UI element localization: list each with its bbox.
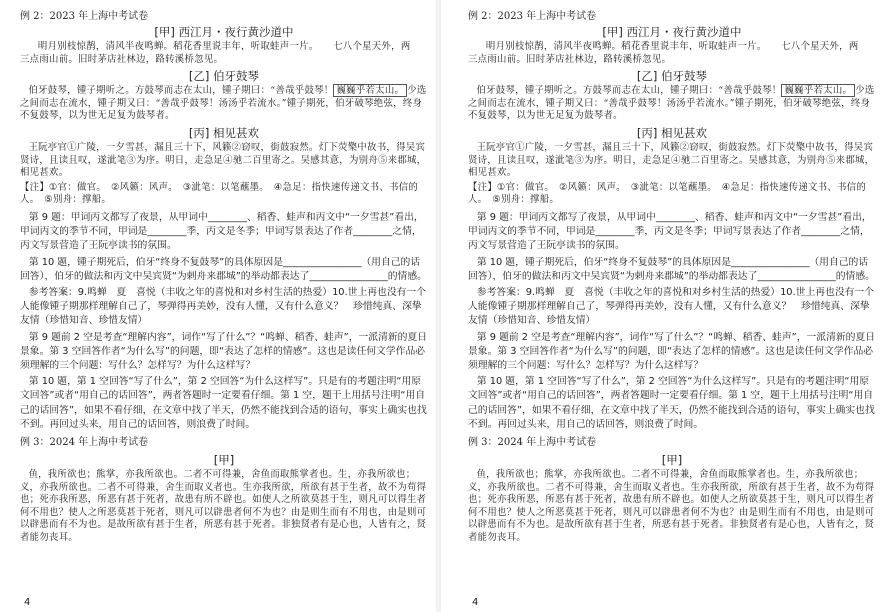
jia2-title: [甲] bbox=[661, 452, 683, 467]
yi-text-post: 少选之间而志在流水，锺子期又曰：“善哉乎鼓琴！汤汤乎若流水。”锺子期死，伯牙破琴绝弦，终身不复鼓琴，以为世无足复为鼓琴者。 bbox=[468, 85, 875, 122]
jia-poem-line2: 三点雨山前。旧时茅店社林边，路转溪桥忽见。 bbox=[20, 53, 224, 65]
analysis-q9: 第 9 题前 2 空是考查“理解内容”，词作“写了什么”？“鸣蝉、稻香、蛙声”，一派清新的夏日景象。第 3 空回答作者“为什么写”的问题，即“表达了怎样的情感”。这也是读任何文学作品必须理解的三个问题：写什么？怎样写？为什么这样写？ bbox=[468, 331, 876, 371]
yi-text bbox=[468, 85, 876, 123]
analysis-q9: 第 9 题前 2 空是考查“理解内容”，词作“写了什么”？“鸣蝉、稻香、蛙声”，一派清新的夏日景象。第 3 空回答作者“为什么写”的问题，即“表达了怎样的情感”。这也是读任何文学作品必须理解的三个问题：写什么？怎样写？为什么这样写？ bbox=[20, 331, 428, 371]
jia2-text: 鱼，我所欲也；熊掌，亦我所欲也。二者不可得兼，舍鱼而取熊掌者也。生，亦我所欲也；义，亦我所欲也。二者不可得兼，舍生而取义者也。生亦我所欲，所欲有甚于生者，故不为苟得也；死亦我所恶，所恶有甚于死者，故患有所不辟也。如使人之所欲莫甚于生，则凡可以得生者何不用也？使人之所恶莫甚于死者，则凡可以辟患者何不为也？由是则生而有不用也，由是则可以辟患而有不为也。是故所欲有甚于生者，所恶有甚于死者。非独贤者有是心也，人皆有之，贤者能勿丧耳。 bbox=[20, 468, 427, 543]
jia-poem-line1b-text: 七八个星天外，两 bbox=[333, 41, 411, 52]
yi-text-boxed: 巍巍乎若太山。 bbox=[781, 84, 855, 97]
jia-poem-title: [甲] 西江月・夜行黄沙道中 bbox=[154, 25, 294, 39]
analysis-q10: 第 10 题，第 1 空回答“写了什么”，第 2 空回答“为什么这样写”。只是有的考题注明“用原文回答”或者“用自己的话回答”，两者答题时一定要看仔细。第 1 空，题干上用括号注明“用自己的话回答”，如果不看仔细，在文章中找了半天，仍然不能找到合适的语句，事实上确实也找不到。再回过头来，用自己的话回答，则浪费了时间。 bbox=[468, 376, 875, 430]
bing-title: [丙] 相见甚欢 bbox=[636, 125, 708, 140]
jia-poem-line1-text: 明月别枝惊鹊，清风半夜鸣蝉。稻花香里说丰年，听取蛙声一片。 bbox=[37, 41, 314, 52]
jia-poem-line1 bbox=[468, 41, 876, 54]
jia-poem-line1b-text: 七八个星天外，两 bbox=[781, 41, 859, 52]
yi-text-pre: 伯牙鼓琴，锺子期听之。方鼓琴而志在太山，锺子期曰：“善哉乎鼓琴！ bbox=[476, 85, 782, 97]
yi-text-boxed: 巍巍乎若太山。 bbox=[333, 84, 407, 97]
page-number: 4 bbox=[472, 597, 479, 608]
example2-label: 例 2：2023 年上海中考试卷 bbox=[20, 11, 149, 22]
answer-text: 参考答案：9.鸣蝉 夏 喜悦（丰收之年的喜悦和对乡村生活的热爱）10.世上再也没有一个人能像锺子期那样理解自己了，琴弹得再美妙，没有人懂，又有什么意义？ 珍惜纯真、深挚友情（珍惜知音、珍惜友情） bbox=[468, 286, 875, 327]
example3-label: 例 3：2024 年上海中考试卷 bbox=[468, 436, 597, 448]
yi-title: [乙] 伯牙鼓琴 bbox=[188, 69, 260, 84]
question-9: 第 9 题：甲词丙文都写了夜景，从甲词中________、稻香、蛙声和丙文中“一夕雪甚”看出，甲词丙文的季节不同，甲词是________季，丙文是冬季；甲词写景表达了作者________之情，丙文写景营造了王阮亭读书的氛围。 bbox=[20, 211, 424, 252]
notes: 【注】①官：做官。 ②风籁：风声。 ③泚笔：以笔蘸墨。 ④急足：指快速传递文书、书信的人。 ⑤别舟：撑船。 bbox=[468, 181, 867, 206]
question-10: 第 10 题，锺子期死后，伯牙“终身不复鼓琴”的具体原因是________________（用自己的话回答），伯牙的做法和丙文中吴宾贤“为剌舟来郡城”的举动都表达了________________的情感。 bbox=[468, 256, 875, 282]
jia-poem-line2: 三点雨山前。旧时茅店社林边，路转溪桥忽见。 bbox=[468, 53, 672, 65]
yi-text-pre: 伯牙鼓琴，锺子期听之。方鼓琴而志在太山，锺子期曰：“善哉乎鼓琴！ bbox=[28, 85, 334, 97]
left-page bbox=[0, 0, 436, 612]
answer-text: 参考答案：9.鸣蝉 夏 喜悦（丰收之年的喜悦和对乡村生活的热爱）10.世上再也没有一个人能像锺子期那样理解自己了，琴弹得再美妙，没有人懂，又有什么意义？ 珍惜纯真、深挚友情（珍惜知音、珍惜友情） bbox=[20, 286, 427, 327]
example3-label: 例 3：2024 年上海中考试卷 bbox=[20, 436, 149, 448]
right-page bbox=[448, 0, 882, 612]
question-10: 第 10 题，锺子期死后，伯牙“终身不复鼓琴”的具体原因是________________（用自己的话回答），伯牙的做法和丙文中吴宾贤“为剌舟来郡城”的举动都表达了________________的情感。 bbox=[20, 256, 427, 282]
jia2-title: [甲] bbox=[213, 452, 235, 467]
jia-poem-line1 bbox=[20, 41, 428, 54]
bing-text: 王阮亭官①广陵，一夕雪甚，漏且三十下，风籁②窃叹，街鼓寂然。灯下荧檠中故书，得吴宾贤诗，且读且叹，遂泚笔③为序。明日，走急足④驰二百里寄之。吴感其意，为别舟⑤来郡城，相见甚欢。 bbox=[468, 141, 875, 179]
yi-text-post: 少选之间而志在流水，锺子期又曰：“善哉乎鼓琴！汤汤乎若流水。”锺子期死，伯牙破琴绝弦，终身不复鼓琴，以为世无足复为鼓琴者。 bbox=[20, 85, 427, 122]
analysis-q10: 第 10 题，第 1 空回答“写了什么”，第 2 空回答“为什么这样写”。只是有的考题注明“用原文回答”或者“用自己的话回答”，两者答题时一定要看仔细。第 1 空，题干上用括号注明“用自己的话回答”，如果不看仔细，在文章中找了半天，仍然不能找到合适的语句，事实上确实也找不到。再回过头来，用自己的话回答，则浪费了时间。 bbox=[20, 376, 427, 430]
example2-label: 例 2：2023 年上海中考试卷 bbox=[468, 11, 597, 22]
page-spread-divider bbox=[436, 0, 441, 612]
jia-poem-title: [甲] 西江月・夜行黄沙道中 bbox=[602, 25, 742, 39]
question-9: 第 9 题：甲词丙文都写了夜景，从甲词中________、稻香、蛙声和丙文中“一夕雪甚”看出，甲词丙文的季节不同，甲词是________季，丙文是冬季；甲词写景表达了作者________之情，丙文写景营造了王阮亭读书的氛围。 bbox=[468, 211, 872, 252]
jia-poem-line1-text: 明月别枝惊鹊，清风半夜鸣蝉。稻花香里说丰年，听取蛙声一片。 bbox=[485, 41, 762, 52]
yi-title: [乙] 伯牙鼓琴 bbox=[636, 69, 708, 84]
yi-text bbox=[20, 85, 428, 123]
bing-title: [丙] 相见甚欢 bbox=[188, 125, 260, 140]
jia2-text: 鱼，我所欲也；熊掌，亦我所欲也。二者不可得兼，舍鱼而取熊掌者也。生，亦我所欲也；义，亦我所欲也。二者不可得兼，舍生而取义者也。生亦我所欲，所欲有甚于生者，故不为苟得也；死亦我所恶，所恶有甚于死者，故患有所不辟也。如使人之所欲莫甚于生，则凡可以得生者何不用也？使人之所恶莫甚于死者，则凡可以辟患者何不为也？由是则生而有不用也，由是则可以辟患而有不为也。是故所欲有甚于生者，所恶有甚于死者。非独贤者有是心也，人皆有之，贤者能勿丧耳。 bbox=[468, 468, 875, 543]
bing-text: 王阮亭官①广陵，一夕雪甚，漏且三十下，风籁②窃叹，街鼓寂然。灯下荧檠中故书，得吴宾贤诗，且读且叹，遂泚笔③为序。明日，走急足④驰二百里寄之。吴感其意，为别舟⑤来郡城，相见甚欢。 bbox=[20, 141, 427, 179]
notes: 【注】①官：做官。 ②风籁：风声。 ③泚笔：以笔蘸墨。 ④急足：指快速传递文书、书信的人。 ⑤别舟：撑船。 bbox=[20, 181, 419, 206]
page-number: 4 bbox=[24, 597, 31, 608]
